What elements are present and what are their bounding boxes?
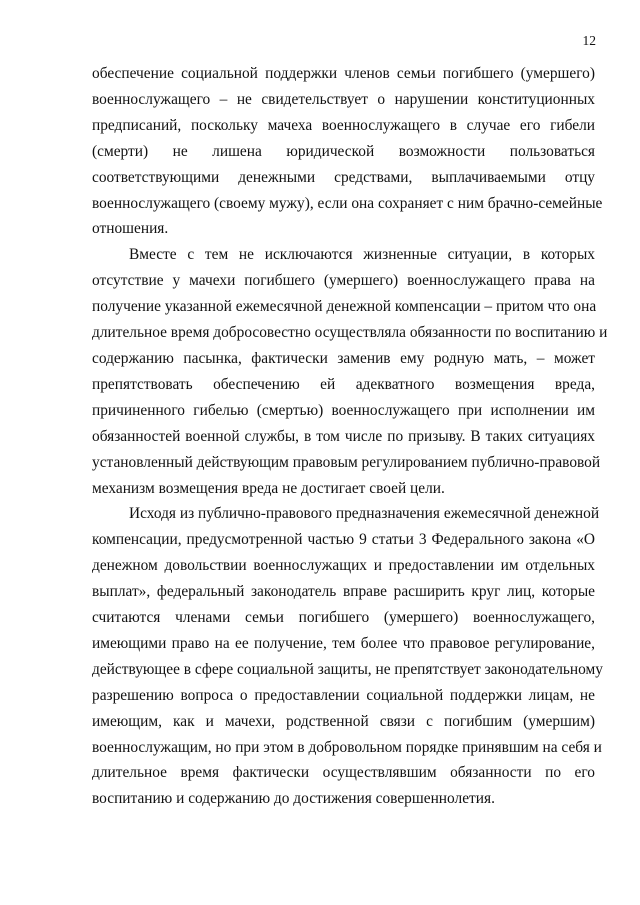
text-line: действующее в сфере социальной защиты, не препятствует законодательному xyxy=(92,660,603,678)
document-body xyxy=(92,61,608,812)
text-line: воспитанию и содержанию до достижения совершеннолетия. xyxy=(92,790,495,808)
paragraph xyxy=(92,61,603,242)
text-line: разрешению вопроса о предоставлении социальной поддержки лицам, не xyxy=(92,686,595,704)
text-line: препятствовать обеспечению ей адекватного возмещения вреда, xyxy=(92,375,595,393)
text-line: длительное время добросовестно осуществляла обязанности по воспитанию и xyxy=(92,324,608,342)
text-line: отсутствие у мачехи погибшего (умершего) военнослужащего права на xyxy=(92,272,595,290)
text-line: имеющими право на ее получение, тем более что правовое регулирование, xyxy=(92,634,595,652)
text-line: получение указанной ежемесячной денежной компенсации – притом что она xyxy=(92,298,597,316)
text-line: Вместе с тем не исключаются жизненные ситуации, в которых xyxy=(129,246,595,264)
page-number: 12 xyxy=(582,33,596,48)
text-line: содержанию пасынка, фактически заменив ему родную мать, – может xyxy=(92,349,595,367)
text-line: отношения. xyxy=(92,220,169,238)
text-line: соответствующими денежными средствами, выплачиваемыми отцу xyxy=(92,168,595,186)
text-line: обеспечение социальной поддержки членов семьи погибшего (умершего) xyxy=(92,65,595,82)
text-line: военнослужащим, но при этом в добровольном порядке принявшим на себя и xyxy=(92,738,602,756)
text-line: компенсации, предусмотренной частью 9 статьи 3 Федерального закона «О xyxy=(92,531,595,549)
text-line: предписаний, поскольку мачеха военнослужащего в случае его гибели xyxy=(92,116,595,134)
text-line: военнослужащего (своему мужу), если она сохраняет с ним брачно-семейные xyxy=(92,194,603,212)
text-line: денежном довольствии военнослужащих и предоставлении им отдельных xyxy=(92,557,595,575)
text-line: обязанностей военной службы, в том числе по призыву. В таких ситуациях xyxy=(92,427,595,445)
text-line: механизм возмещения вреда не достигает своей цели. xyxy=(92,479,445,497)
text-line: считаются членами семьи погибшего (умершего) военнослужащего, xyxy=(92,609,595,627)
text-line: военнослужащего – не свидетельствует о нарушении конституционных xyxy=(92,90,595,108)
text-line: (смерти) не лишена юридической возможности пользоваться xyxy=(92,142,595,160)
text-line: имеющим, как и мачехи, родственной связи с погибшим (умершим) xyxy=(92,712,595,730)
text-line: длительное время фактически осуществлявшим обязанности по его xyxy=(92,764,595,782)
paragraph xyxy=(92,501,603,812)
text-line: установленный действующим правовым регулированием публично-правовой xyxy=(92,453,601,471)
text-line: Исходя из публично-правового предназначения ежемесячной денежной xyxy=(129,505,600,523)
text-line: выплат», федеральный законодатель вправе расширить круг лиц, которые xyxy=(92,583,595,601)
paragraph xyxy=(92,242,608,501)
text-line: причиненного гибелью (смертью) военнослужащего при исполнении им xyxy=(92,401,595,419)
